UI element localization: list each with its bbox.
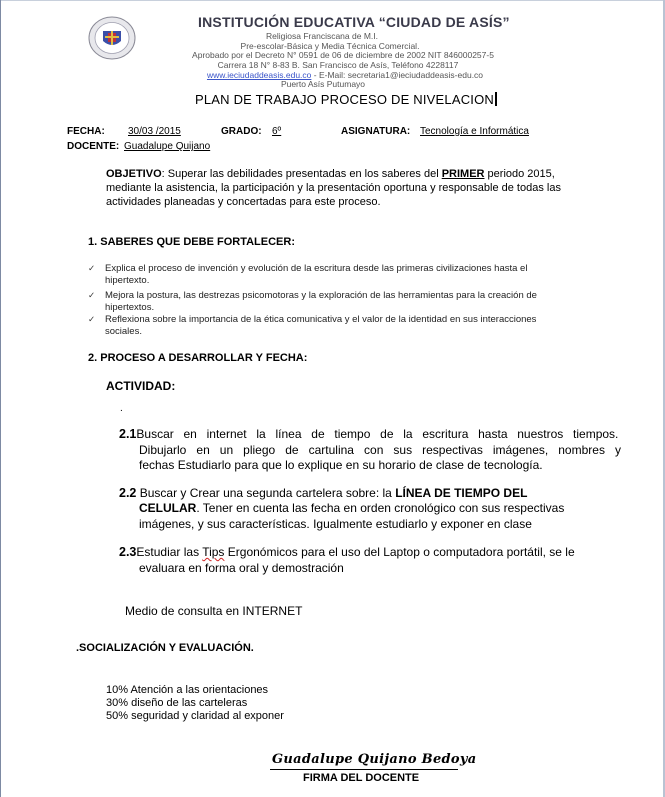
actividad-2-2-text-1: Buscar y Crear una segunda cartelera sobre: la <box>136 486 396 500</box>
saber-3-line-1: Reflexiona sobre la importancia de la ética comunicativa y el valor de la identidad en sus interacciones <box>105 314 537 325</box>
asignatura-label: ASIGNATURA: <box>341 126 411 137</box>
objetivo-text-1: : Superar las debilidades presentadas en los saberes del <box>161 168 442 180</box>
actividad-2-3-number: 2.3 <box>119 545 137 559</box>
objetivo-label: OBJETIVO <box>106 168 162 180</box>
page-border-left <box>0 0 1 797</box>
medio-consulta: Medio de consulta en INTERNET <box>125 604 303 618</box>
socializacion-heading: .SOCIALIZACIÓN Y EVALUACIÓN. <box>76 642 254 654</box>
signature-line <box>270 769 458 770</box>
evaluacion-item-1: 10% Atención a las orientaciones <box>106 684 269 696</box>
header-line-2: Pre-escolar-Básica y Media Técnica Comercial. <box>240 41 420 51</box>
asignatura-value: Tecnología e Informática <box>420 126 529 137</box>
docente-label: DOCENTE: <box>67 141 120 152</box>
school-crest-logo <box>88 14 136 62</box>
check-icon: ✓ <box>88 263 96 273</box>
check-icon: ✓ <box>88 290 96 300</box>
docente-value: Guadalupe Quijano <box>124 141 211 152</box>
actividad-2-3-text-post: Ergonómicos para el uso del Laptop o computadora portátil, se le <box>224 545 575 559</box>
objetivo-line-1 <box>106 167 555 182</box>
actividad-2-2-line-1 <box>119 486 527 500</box>
saber-1-line-2: hipertexto. <box>105 275 150 286</box>
actividad-2-1-line-1 <box>119 427 618 441</box>
saberes-heading: 1. SABERES QUE DEBE FORTALECER: <box>88 236 295 248</box>
actividad-dot: . <box>120 403 123 414</box>
evaluacion-item-2: 30% diseño de las carteleras <box>106 697 248 709</box>
text-cursor <box>495 92 497 106</box>
check-icon: ✓ <box>88 314 96 324</box>
header-line-1: Religiosa Franciscana de M.I. <box>266 31 378 41</box>
actividad-2-1-number: 2.1 <box>119 427 137 441</box>
saber-1-line-1: Explica el proceso de invención y evolución de la escritura desde las primeras civilizaciones hasta el <box>105 263 528 274</box>
plan-title <box>195 92 497 107</box>
actividad-2-3-spellcheck-word: Tips <box>202 545 225 559</box>
actividad-2-2-text-2: . Tener en cuenta las fecha en orden cronológico con sus respectivas <box>196 501 565 515</box>
actividad-2-2-bold-1: LÍNEA DE TIEMPO DEL <box>395 486 528 500</box>
objetivo-highlight: PRIMER <box>441 168 485 180</box>
fecha-label: FECHA: <box>67 126 105 137</box>
objetivo-line-3: actividades planeadas y concertadas para este proceso. <box>106 196 381 208</box>
saber-3-line-2: sociales. <box>105 326 142 337</box>
docente-signature: Guadalupe Quijano Bedoya <box>272 752 477 767</box>
actividad-2-3-line-1 <box>119 545 575 559</box>
actividad-2-2-number: 2.2 <box>119 486 137 500</box>
actividad-2-2-line-3: imágenes, y sus características. Igualmente estudiarlo y exponer en clase <box>139 517 532 531</box>
evaluacion-item-3: 50% seguridad y claridad al exponer <box>106 710 284 722</box>
website-link[interactable]: www.ieciudaddeasis.edu.co <box>206 70 312 80</box>
actividad-2-1-line-3: fechas Estudiarlo para que lo explique en su horario de clase de tecnología. <box>139 458 543 472</box>
actividad-2-3-line-2: evaluara en forma oral y demostración <box>139 561 344 575</box>
email-text: - E-Mail: secretaria1@ieciudaddeasis-edu.co <box>311 70 484 80</box>
fecha-value: 30/03 /2015 <box>128 126 181 137</box>
firma-label: FIRMA DEL DOCENTE <box>303 772 420 784</box>
actividad-2-1-line-2: Dibujarlo en un pliego de cartulina con sus respectivas imágenes, nombres y <box>139 443 621 457</box>
header-line-4: Carrera 18 N° 8-83 B. San Francisco de Asís, Teléfono 4228117 <box>217 60 459 70</box>
saber-2-line-2: hipertextos. <box>105 302 155 313</box>
grado-label: GRADO: <box>221 126 262 137</box>
actividad-2-2-bold-2: CELULAR <box>139 501 197 515</box>
institution-title: INSTITUCIÓN EDUCATIVA “CIUDAD DE ASÍS” <box>198 14 510 30</box>
page-border-top <box>0 0 665 1</box>
objetivo-text-1b: periodo 2015, <box>484 168 555 180</box>
grado-value: 6º <box>272 126 282 137</box>
header-line-5: Puerto Asís Putumayo <box>280 79 366 89</box>
header-line-3: Aprobado por el Decreto N° 0591 de 06 de diciembre de 2002 NIT 846000257-5 <box>192 50 494 60</box>
actividad-label: ACTIVIDAD: <box>106 379 176 393</box>
actividad-2-3-text-pre: Estudiar las <box>136 545 203 559</box>
plan-title-text: PLAN DE TRABAJO PROCESO DE NIVELACION <box>195 92 495 107</box>
objetivo-line-2: mediante la asistencia, la participación y la presentación oportuna y responsable de todas las <box>106 182 561 194</box>
proceso-heading: 2. PROCESO A DESARROLLAR Y FECHA: <box>88 352 308 364</box>
actividad-2-2-line-2 <box>139 501 564 515</box>
saber-2-line-1: Mejora la postura, las destrezas psicomotoras y la exploración de las herramientas para la creación de <box>105 290 537 301</box>
actividad-2-1-text-1: Buscar en internet la línea de tiempo de la escritura hasta nuestros tiempos. <box>136 427 619 441</box>
